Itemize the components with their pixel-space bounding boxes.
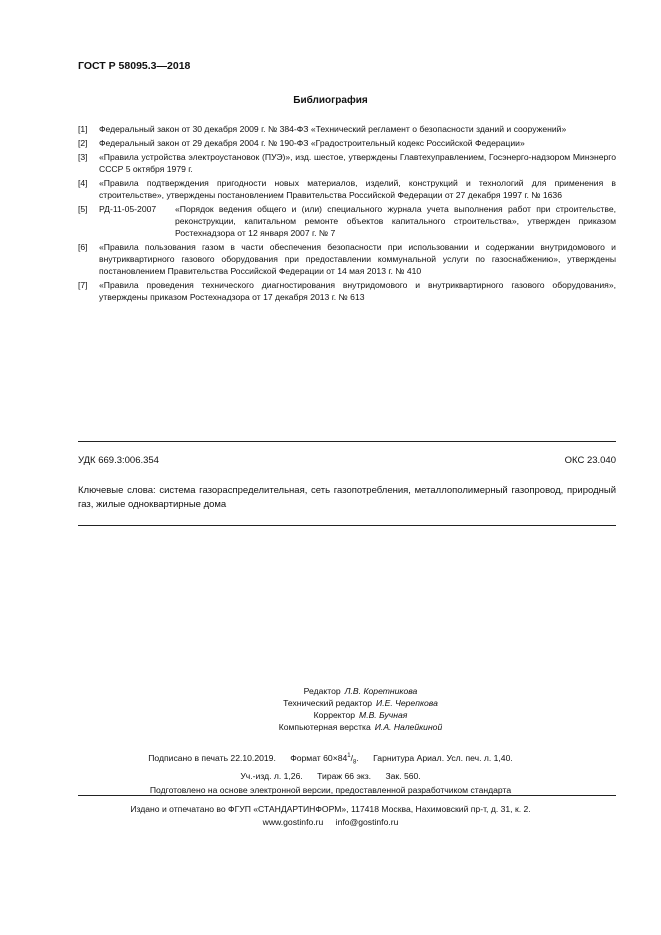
bibliography-number: [5] xyxy=(78,204,88,214)
credit-editor xyxy=(0,685,661,697)
credit-name: Л.В. Коретникова xyxy=(344,686,418,696)
bibliography-number: [6] xyxy=(78,242,88,252)
credit-label: Корректор xyxy=(313,710,356,720)
bibliography-number: [2] xyxy=(78,138,88,148)
order-number: Зак. 560. xyxy=(385,771,421,782)
divider-bottom xyxy=(78,525,616,526)
print-info xyxy=(0,750,661,797)
credit-name: М.В. Бучная xyxy=(359,710,408,720)
signed-date: Подписано в печать 22.10.2019. xyxy=(148,752,276,763)
format-prefix: Формат 60×84 xyxy=(290,752,348,763)
keywords: Ключевые слова: система газораспределительная, сеть газопотребления, металлополимерный газопровод, природный газ, жилые одноквартирные дома xyxy=(78,485,616,510)
bibliography-text: «Правила подтверждения пригодности новых материалов, изделий, конструкций и технологий для применения в строительстве», утверждены постановлением Правительства Российской Федерации от 27 декабря 1997 г. № 1636 xyxy=(99,178,616,200)
bibliography-text: «Правила устройства электроустановок (ПУЭ)», изд. шестое, утверждены Главтехуправлением, Госэнерго-надзором Минэнерго СССР 5 октября 1979 г. xyxy=(99,152,616,174)
typeface-text: Гарнитура Ариал. xyxy=(373,752,445,763)
publisher-website[interactable]: www.gostinfo.ru xyxy=(262,817,324,827)
credit-tech-editor xyxy=(0,697,661,709)
format-numerator: 1 xyxy=(347,753,351,759)
print-run: Тираж 66 экз. xyxy=(317,771,372,782)
bibliography-number: [4] xyxy=(78,178,88,188)
credit-label: Технический редактор xyxy=(283,698,373,708)
credit-name: И.А. Налейкиной xyxy=(374,722,443,732)
credit-label: Компьютерная верстка xyxy=(278,722,371,732)
format-denominator: 8 xyxy=(353,759,357,766)
print-line-1 xyxy=(0,750,661,770)
credit-layout xyxy=(0,721,661,733)
bibliography-text: «Правила пользования газом в части обеспечения безопасности при использовании и содержании внутридомового и внутриквартирного газового оборудования при предоставлении коммунальной услуги по газоснабжению», утверждены постановлением Правительства Российской Федерации от 14 мая 2013 г. № 410 xyxy=(99,242,616,276)
credit-label: Редактор xyxy=(303,686,341,696)
bibliography-item-1 xyxy=(78,123,616,135)
publish-sheets: Уч.-изд. л. 1,26. xyxy=(240,771,303,782)
bibliography-title: Библиография xyxy=(293,95,368,106)
bibliography-item-5 xyxy=(78,203,616,239)
typeface xyxy=(373,753,513,763)
udk-code: УДК 669.3:006.354 xyxy=(78,455,159,466)
bibliography-text: Федеральный закон от 30 декабря 2009 г. № 384-ФЗ «Технический регламент о безопасности зданий и сооружений» xyxy=(99,124,567,134)
print-sheets: Усл. печ. л. 1,40. xyxy=(446,752,513,763)
credit-name: И.Е. Черепкова xyxy=(376,698,438,708)
oks-code: ОКС 23.040 xyxy=(564,455,616,466)
bibliography-item-2 xyxy=(78,137,616,149)
publisher-block xyxy=(0,803,661,829)
bibliography-text: «Правила проведения технического диагностирования внутридомового и внутриквартирного газового оборудования», утверждены приказом Ростехнадзора от 17 декабря 2013 г. № 613 xyxy=(99,280,616,302)
bibliography-code: РД-11-05-2007 xyxy=(99,204,157,214)
bibliography-list xyxy=(78,123,616,305)
publisher-contacts xyxy=(0,816,661,829)
bibliography-item-3 xyxy=(78,151,616,175)
bibliography-item-4 xyxy=(78,177,616,201)
bibliography-text: «Порядок ведения общего и (или) специального журнала учета выполнения работ при строительстве, реконструкции, капитальном ремонте объектов капитального строительства», утвержден приказом Ростехнадзора от 12 января 2007 г. № 7 xyxy=(175,204,616,238)
bibliography-number: [7] xyxy=(78,280,88,290)
bibliography-item-6 xyxy=(78,241,616,277)
bibliography-number: [1] xyxy=(78,124,88,134)
document-id: ГОСТ Р 58095.3—2018 xyxy=(78,60,191,72)
bibliography-number: [3] xyxy=(78,152,88,162)
paper-format: Формат $60\times 84^1/_8$. xyxy=(290,752,359,766)
bibliography-text: Федеральный закон от 29 декабря 2004 г. № 190-ФЗ «Градостроительный кодекс Российской Федерации» xyxy=(99,138,525,148)
credit-corrector xyxy=(0,709,661,721)
publisher-email[interactable]: info@gostinfo.ru xyxy=(335,817,399,827)
bibliography-item-7 xyxy=(78,279,616,303)
prepared-note: Подготовлено на основе электронной версии, предоставленной разработчиком стандарта xyxy=(149,784,512,795)
divider-publisher xyxy=(78,795,616,796)
divider-top xyxy=(78,441,616,442)
credits-block xyxy=(0,685,661,733)
publisher-address: Издано и отпечатано во ФГУП «СТАНДАРТИНФОРМ», 117418 Москва, Нахимовский пр-т, д. 31, к. 2. xyxy=(130,804,531,814)
print-line-2 xyxy=(0,770,661,784)
